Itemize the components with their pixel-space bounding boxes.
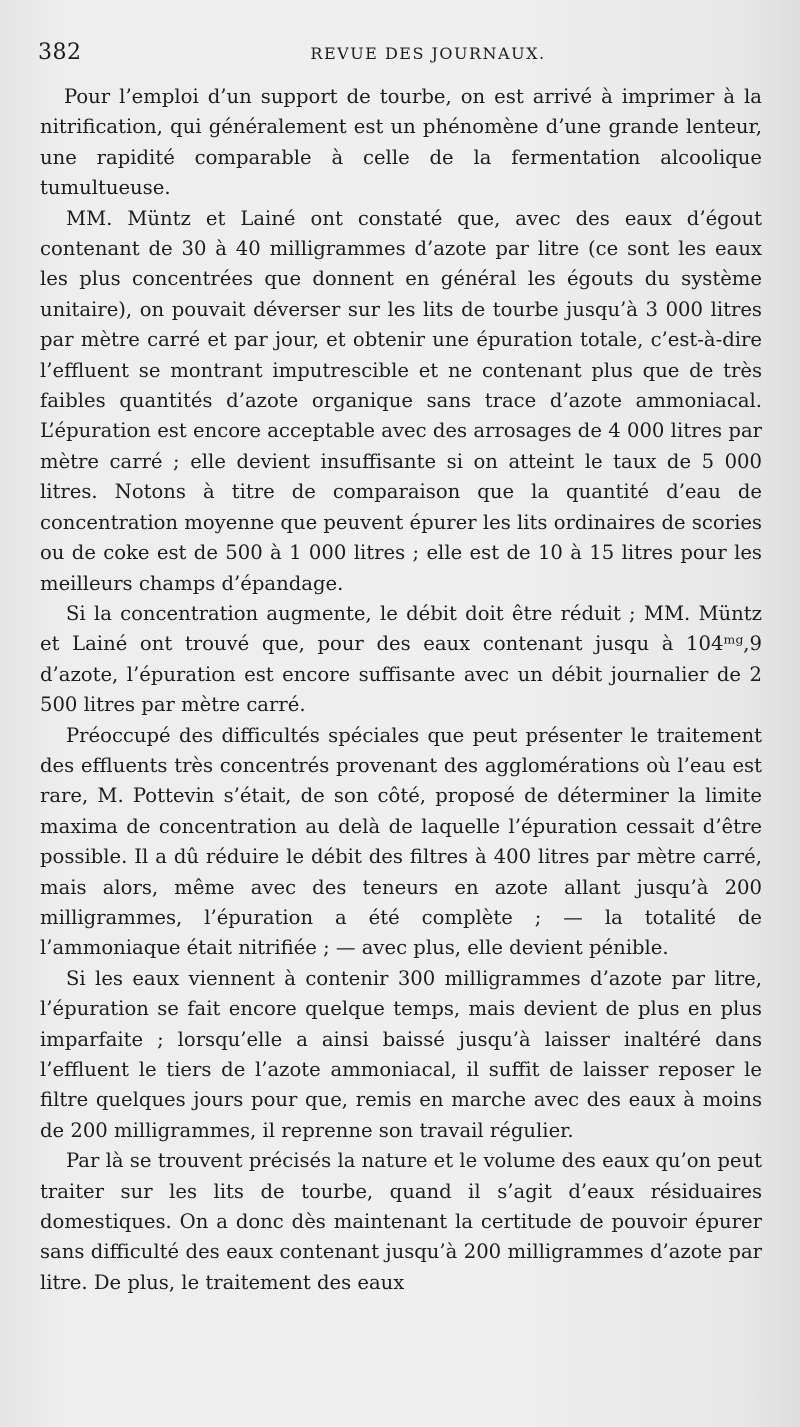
page-number: 382 — [38, 40, 82, 65]
page-header — [38, 40, 758, 70]
body-text — [40, 82, 762, 1298]
paragraph-1: Pour l’emploi d’un support de tourbe, on est arrivé à imprimer à la nitrification, qui généralement est un phénomène d’une grande lenteur, une rapidité comparable à celle de la fermentation alcoolique tumultueuse. — [40, 85, 762, 200]
running-title: REVUE DES JOURNAUX. — [310, 44, 546, 63]
paragraph-3: Si la concentration augmente, le débit doit être réduit ; MM. Müntz et Lainé ont trouvé que, pour des eaux contenant jusqu à 104ᵐᵍ,9 d’azote, l’épuration est encore suffisante avec un débit journalier de 2 500 litres par mètre carré. — [40, 601, 762, 717]
paragraph-2: MM. Müntz et Lainé ont constaté que, avec des eaux d’égout contenant de 30 à 40 milligrammes d’azote par litre (ce sont les eaux les plus concentrées que donnent en général les égouts du système unitaire), on pouvait déverser sur les lits de tourbe jusqu’à 3 000 litres par mètre carré et par jour, et obtenir une épuration totale, c’est-à-dire l’effluent se montrant imputrescible et ne contenant plus que de très faibles quantités d’azote organique sans trace d’azote ammoniacal. L’épuration est encore acceptable avec des arrosages de 4 000 litres par mètre carré ; elle devient insuffisante si on atteint le taux de 5 000 litres. Notons à titre de comparaison que la quantité d’eau de concentration moyenne que peuvent épurer les lits ordinaires de scories ou de coke est de 500 à 1 000 litres ; elle est de 10 à 15 litres pour les meilleurs champs d’épandage. — [40, 206, 762, 595]
paragraph-4: Préoccupé des difficultés spéciales que peut présenter le traitement des effluents très concentrés provenant des agglomérations où l’eau est rare, M. Pottevin s’était, de son côté, proposé de déterminer la limite maxima de concentration au delà de laquelle l’épuration cessait d’être possible. Il a dû réduire le débit des filtres à 400 litres par mètre carré, mais alors, même avec des teneurs en azote allant jusqu’à 200 milligrammes, l’épuration a été complète ; — la totalité de l’ammoniaque était nitrifiée ; — avec plus, elle devient pénible. — [40, 723, 762, 960]
paragraph-5: Si les eaux viennent à contenir 300 milligrammes d’azote par litre, l’épuration se fait encore quelque temps, mais devient de plus en plus imparfaite ; lorsqu’elle a ainsi baissé jusqu’à laisser inaltéré dans l’effluent le tiers de l’azote ammoniacal, il suffit de laisser reposer le filtre quelques jours pour que, remis en marche avec des eaux à moins de 200 milligrammes, il reprenne son travail régulier. — [40, 966, 762, 1142]
paragraph-6: Par là se trouvent précisés la nature et le volume des eaux qu’on peut traiter sur les lits de tourbe, quand il s’agit d’eaux résiduaires domestiques. On a donc dès maintenant la certitude de pouvoir épurer sans difficulté des eaux contenant jusqu’à 200 milligrammes d’azote par litre. De plus, le traitement des eaux — [40, 1149, 762, 1294]
